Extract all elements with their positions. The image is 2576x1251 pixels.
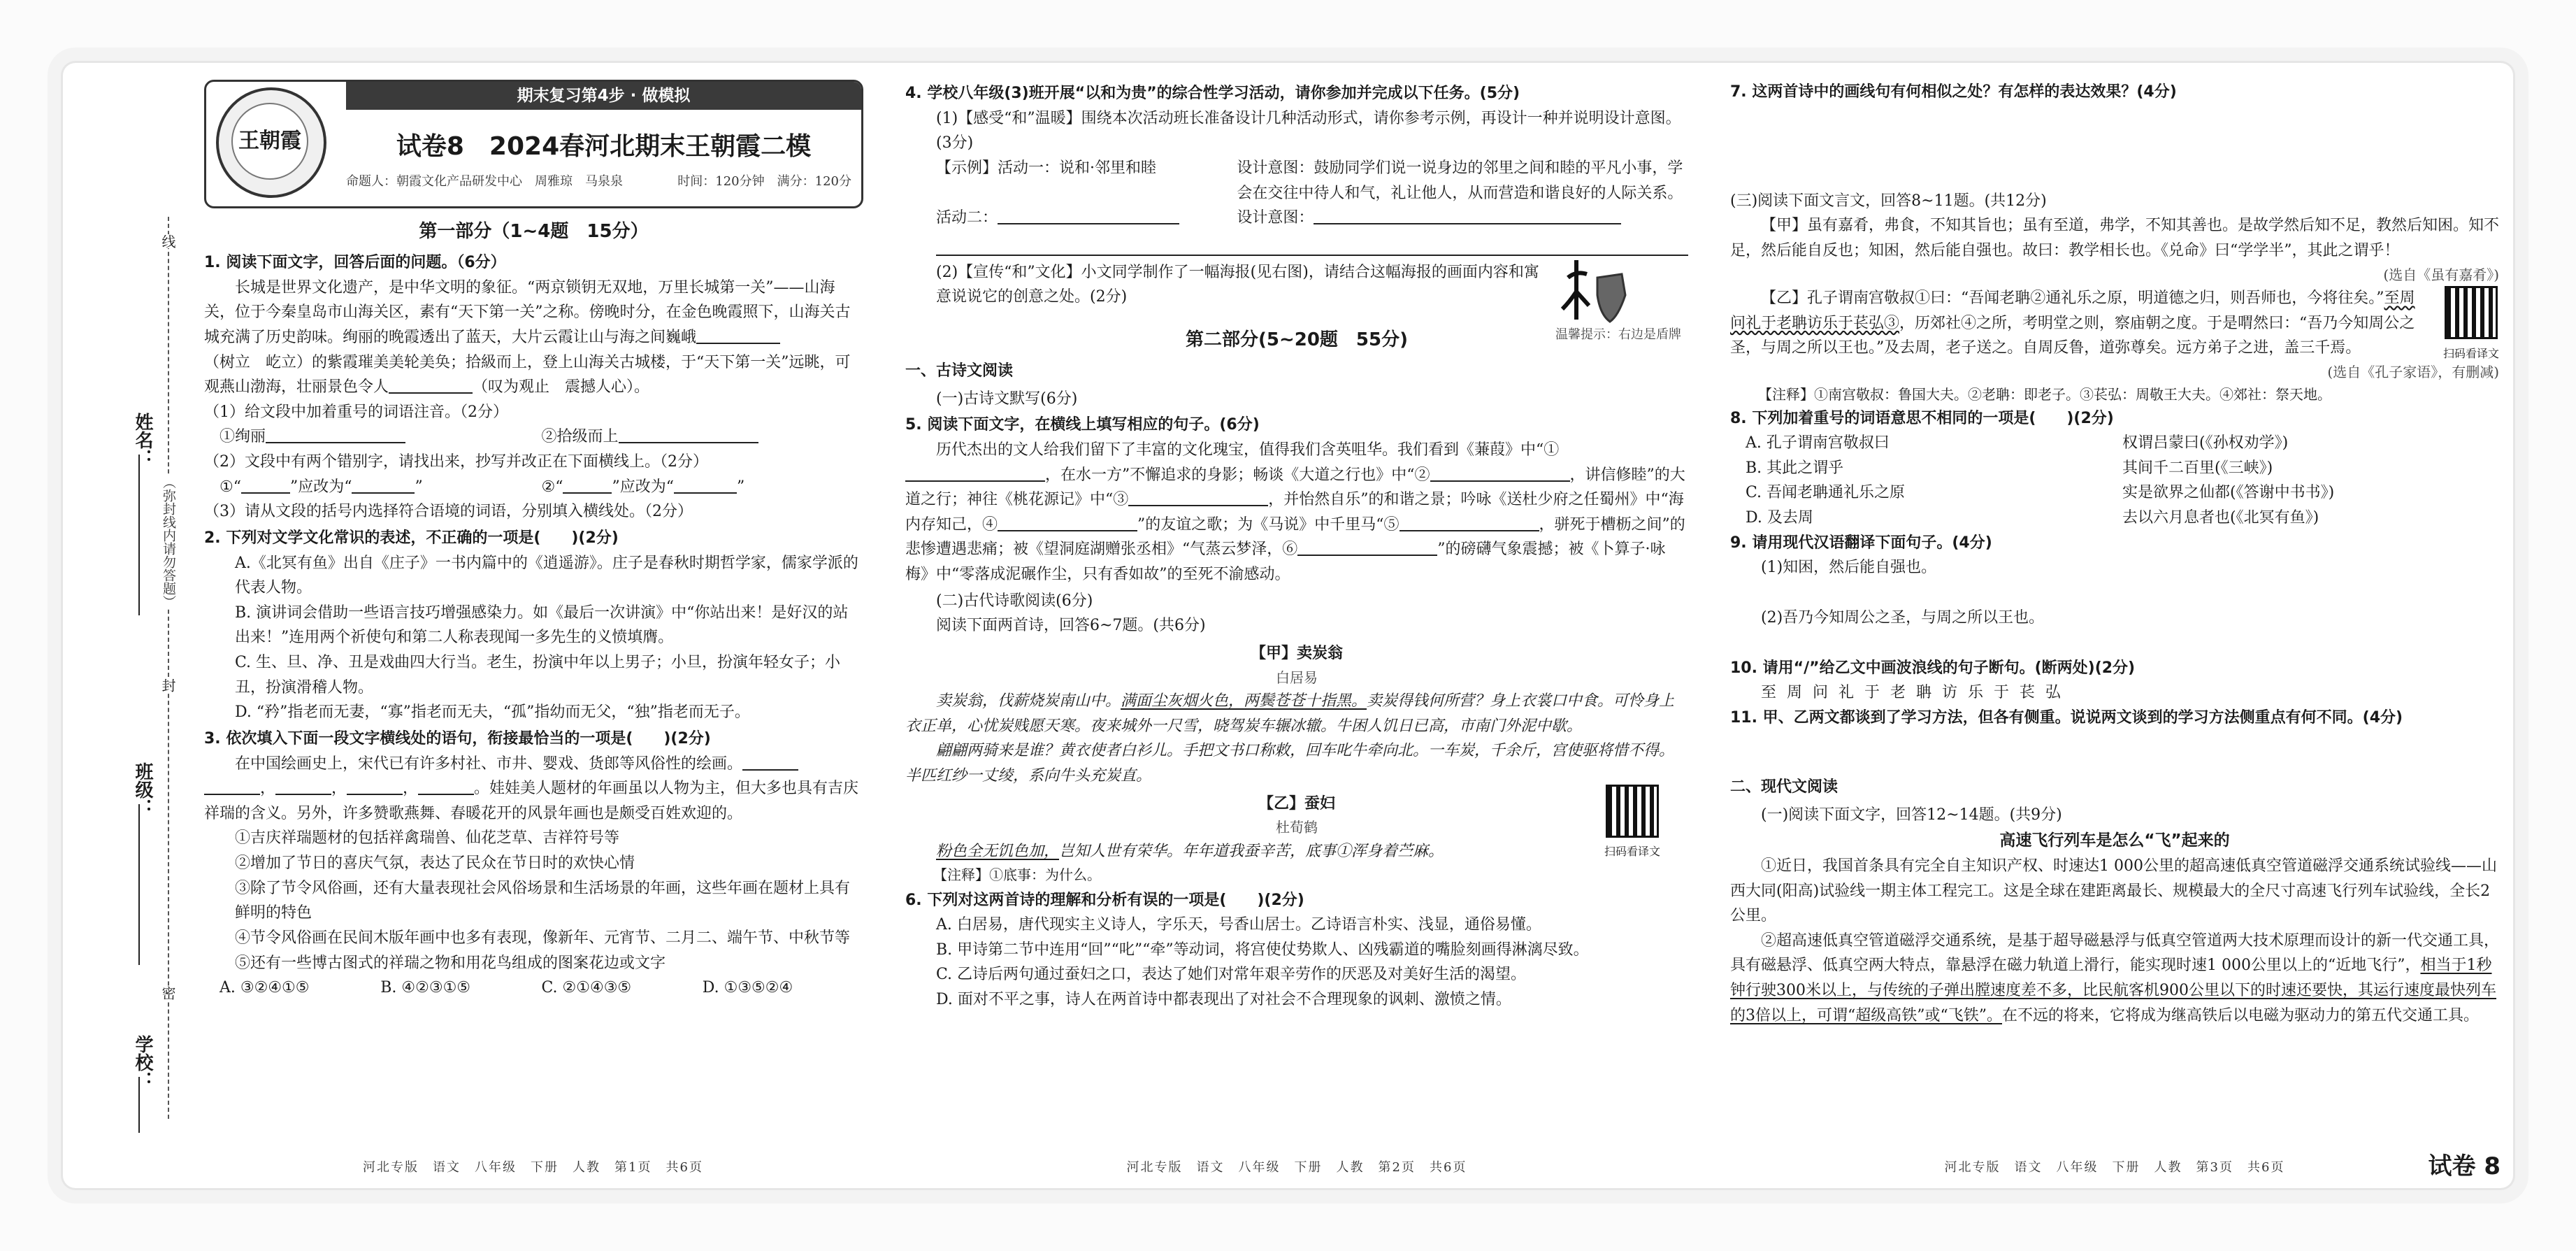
q11-stem: 11. 甲、乙两文都谈到了学习方法，但各有侧重。说说两文谈到的学习方法侧重点有何不同。(4分)	[1730, 708, 2403, 727]
q1-sub-2-items: ①“ ”应改为“ ” ②“ ”应改为“ ”	[220, 478, 745, 496]
page-3	[1716, 63, 2513, 1188]
brand-logo-text: 王朝霞	[231, 103, 308, 180]
q9-answer-1[interactable]	[1730, 580, 2499, 606]
classical-text-yi: 【乙】孔子谓南宫敬叔①曰：“吾闻老聃②通礼乐之原，明道德之归，则吾师也，今将往矣。”	[1761, 289, 2384, 307]
q5-blank-2[interactable]	[1430, 465, 1570, 482]
q3-sentence-5: ⑤还有一些博古图式的祥瑞之物和用花鸟组成的图案花边或文字	[235, 954, 666, 972]
poem-1-line: 卖炭翁，伐薪烧炭南山中。	[936, 692, 1121, 710]
exam-title: 试卷8 2024春河北期末王朝霞二模	[396, 132, 812, 161]
article-title: 高速飞行列车是怎么“飞”起来的	[1999, 831, 2230, 850]
q5-text-4: ，并怡然自乐”的和谐之景；吟咏《送杜少府之任蜀州》中“海内存知己，④	[905, 491, 1684, 534]
q8-option-c-pair: 实是欲界之仙都(《答谢中书书》)	[2122, 484, 2335, 502]
q9-part-1: (1)知困，然后能自强也。	[1761, 559, 1937, 577]
q5-text-1: 历代杰出的文人给我们留下了丰富的文化瑰宝，值得我们含英咀华。我们看到《蒹葭》中“①	[936, 441, 1560, 459]
classical-text-yi: ，历郊社④之所，考明堂之则，察庙朝之度。于是喟然曰：“吾乃今知周公之圣，与周之所以王也。”及去周，老子送之。自周反鲁，道弥尊矣。远方弟子之进，盖三千焉。	[1730, 314, 2415, 357]
article-para-2-underlined: 相当于1秒钟行驶300米以上，与传统的子弹出膛速度差不多，比民航客机900公里以下的时速还要快，其运行速度最快列车的3倍以上，可谓“超级高铁”或“飞铁”。	[1730, 957, 2496, 1024]
trial-number: 试卷 8	[2428, 1152, 2501, 1180]
q1-typo-2-open: ②“	[541, 478, 563, 496]
q3-blank[interactable]	[275, 778, 331, 795]
q5-blank-4[interactable]	[998, 515, 1137, 531]
question-5	[905, 413, 1688, 587]
section-2-title: 二、现代文阅读	[1730, 778, 1839, 796]
q4-example	[905, 156, 1688, 206]
q3-option-b[interactable]: B. ④②③①⑤	[380, 979, 471, 997]
poem-intro: 阅读下面两首诗，回答6~7题。(共6分)	[936, 617, 1206, 635]
he-character-icon	[1562, 260, 1589, 320]
q2-stem: 2. 下列对文学文化常识的表述，不正确的一项是( )(2分)	[204, 529, 619, 547]
classical-text-yi-wrap	[1730, 286, 2499, 361]
page-3-content	[1716, 63, 2513, 1139]
exam-header	[204, 80, 863, 208]
seal-line	[168, 217, 169, 1119]
poem-1	[905, 641, 1688, 789]
q1-pinyin-1[interactable]	[266, 427, 405, 443]
q3-option-a[interactable]: A. ③②④①⑤	[220, 979, 310, 997]
q3-sentence-1: ①吉庆祥瑞题材的包括祥禽瑞兽、仙花芝草、吉祥符号等	[235, 829, 620, 848]
q3-sentence-3: ③除了节令风俗画，还有大量表现社会风俗场景和生活场景的年画，这些年画在题材上具有鲜明的特色	[235, 879, 851, 922]
q8-option-a[interactable]: A. 孔子谓南宫敬叔曰	[1746, 434, 1890, 452]
classical-text-yi-source: (选自《孔子家语》，有删减)	[2327, 363, 2499, 380]
q1-sub-1-items	[204, 424, 863, 450]
poster-image	[1555, 253, 1639, 330]
q1-sub-3: （3）请从文段的括号内选择符合语境的词语，分别填入横线处。（2分）	[204, 503, 693, 521]
q1-sub-1: （1）给文段中加着重号的词语注音。（2分）	[204, 403, 508, 421]
q6-option-c[interactable]: C. 乙诗后两句通过蚕妇之口，表达了她们对常年艰辛劳作的厌恶及对美好生活的渴望。	[936, 966, 1527, 984]
q6-stem: 6. 下列对这两首诗的理解和分析有误的一项是( )(2分)	[905, 891, 1304, 909]
part-2-title: 第二部分(5~20题 55分)	[1185, 329, 1408, 350]
q10-stem: 10. 请用“/”给乙文中画波浪线的句子断句。(断两处)(2分)	[1730, 659, 2136, 677]
page-1-footer: 河北专版 语文 八年级 下册 人教 第1页 共6页	[363, 1160, 703, 1175]
class-field[interactable]	[138, 804, 140, 965]
q1-passage-1: 长城是世界文化遗产，是中华文明的象征。“两京锁钥无双地，万里长城第一关”——山海关，位于今秦皇岛市山海关区，素有“天下第一关”之称。傍晚时分，在金色晚霞照下，山海关古城充满了历史韵味。绚丽的晚霞透出了蓝天，大片云霞让山与海之间巍峨	[204, 278, 851, 346]
q8-option-c[interactable]: C. 吾闻老聃通礼乐之原	[1746, 484, 1906, 502]
qr-label: 扫码看译文	[1604, 845, 1660, 859]
poem-1-line: 可怜身上衣正单，心忧炭贱愿天寒。夜来城外一尺雪，晓驾炭车辗冰辙。牛困人饥日已高，市南门外泥中歇。	[905, 692, 1675, 735]
q1-word-2: ②拾级而上	[541, 428, 619, 446]
q4-intent-label: 设计意图：	[1237, 209, 1314, 227]
q1-fix-1[interactable]	[352, 477, 415, 494]
tear-mark: 封	[157, 678, 178, 692]
q4-stem: 4. 学校八年级(3)班开展“以和为贵”的综合性学习活动，请你参加并完成以下任务。(5分)	[905, 85, 1520, 102]
q1-typo-1-open: ①“	[220, 478, 241, 496]
section-3-title: (三)阅读下面文言文，回答8~11题。(共12分)	[1730, 192, 2047, 210]
q3-sentence-4: ④节令风俗画在民间木版年画中也多有表现，像新年、元宵节、二月二、端午节、中秋节等	[235, 929, 851, 947]
question-6	[905, 888, 1688, 1013]
q3-options	[204, 975, 863, 1001]
page-3-footer: 河北专版 语文 八年级 下册 人教 第3页 共6页	[1944, 1160, 2285, 1175]
q3-blank[interactable]	[418, 778, 474, 795]
school-label: 学校：	[132, 1035, 153, 1089]
q1-word-1: ①绚丽	[220, 428, 266, 446]
q2-option-c[interactable]: C. 生、旦、净、丑是戏曲四大行当。老生，扮演中年以上男子；小旦，扮演年轻女子；小丑，扮演滑稽人物。	[235, 654, 841, 696]
q11-answer-area[interactable]	[1730, 730, 2499, 772]
authors: 命题人：朝霞文化产品研发中心 周雅琼 马泉泉	[346, 174, 623, 189]
q3-option-c[interactable]: C. ②①④③⑤	[541, 979, 632, 997]
qr-icon	[1606, 785, 1659, 838]
q1-fix-2[interactable]	[674, 477, 737, 494]
brand-logo	[216, 87, 326, 198]
q5-blank-1[interactable]	[905, 465, 1045, 482]
q1-pinyin-2[interactable]	[619, 427, 758, 443]
poem-2	[905, 792, 1688, 887]
q7-stem: 7. 这两首诗中的画线句有何相似之处？有怎样的表达效果？(4分)	[1730, 83, 2177, 101]
q1-blank-2[interactable]	[389, 377, 473, 394]
q2-option-a[interactable]: A.《北冥有鱼》出自《庄子》一书内篇中的《逍遥游》。庄子是春秋时期哲学家，儒家学派的代表人物。	[235, 554, 858, 597]
poem-1-author: 白居易	[1276, 669, 1318, 686]
q4-intent-field[interactable]	[1314, 208, 1621, 224]
q1-typo-2-mid: ”应改为“	[612, 478, 674, 496]
page-1	[63, 63, 877, 1188]
name-field[interactable]	[138, 455, 140, 615]
q5-text-5: ”的友谊之歌；为《马说》中千里马“⑤	[1137, 515, 1399, 534]
q6-option-a[interactable]: A. 白居易，唐代现实主义诗人，字乐天，号香山居士。乙诗语言朴实、浅显，通俗易懂。	[936, 916, 1541, 934]
q8-option-b[interactable]: B. 其此之谓乎	[1746, 459, 1844, 477]
article-para-2: 在不远的将来，它将成为继高铁后以电磁为驱动力的第五代交通工具。	[2002, 1006, 2480, 1024]
q1-passage-2b: （叹为观止 震撼人心）。	[473, 378, 650, 396]
q3-passage-1: 在中国绘画史上，宋代已有许多村社、市井、婴戏、货郎等风俗性的绘画。	[235, 755, 743, 773]
page-2	[891, 63, 1702, 1188]
classical-text-yi-wavy: 至周问礼于老聃访乐于苌弘③	[1730, 289, 2415, 332]
poem-1-underlined: 满面尘灰烟火色，两鬓苍苍十指黑。	[1121, 692, 1367, 710]
page-2-content	[891, 63, 1702, 1139]
poem-2-title: 【乙】蚕妇	[1258, 794, 1335, 813]
q4-activity-label: 活动二：	[936, 209, 998, 227]
qr-label: 扫码看译文	[2442, 346, 2499, 360]
q4-example-intent: 设计意图：鼓励同学们说一说身边的邻里之间和睦的平凡小事，学会在交往中待人和气，礼让他人，从而营造和谐良好的人际关系。	[1237, 159, 1683, 202]
question-3: 3. 依次填入下面一段文字横线处的语句，衔接最恰当的一项是( )(2分) 在中国绘画史上，宋代已有许多村社、市井、婴戏、货郎等风俗性的绘画。 ， ， ， 。娃娃美人题材的年画虽以人物为主，但大多也具有吉庆祥瑞的含义。另外，许多赞歌燕舞、春暖花开的风景年画也是颇受百姓欢迎的。 ①吉庆祥瑞题材的包括祥禽瑞兽、仙花芝草、吉祥符号等 ②增加了节日的喜庆气氛，表达了民众在节日时的欢快心情 ③除了节令风俗画，还有大量表现社会风俗场景和生活场景的年画，这些年画在题材上具有鲜明的特色 ④节令风俗画在民间木版年画中也多有表现，像新年、元宵节、二月二、端午节、中秋节等 ⑤还有一些博古图式的祥瑞之物和用花鸟组成的图案花边或文字 A. ③②④①⑤ B. ④②③①⑤ C. ②①④③⑤ D. ①③⑤②④	[204, 727, 863, 1001]
q8-option-b-pair: 其间千二百里(《三峡》)	[2122, 459, 2273, 477]
part-1-title: 第一部分（1~4题 15分）	[419, 221, 649, 242]
classical-text-jia-source: (选自《虽有嘉肴》)	[2383, 266, 2499, 283]
exam-info	[346, 171, 851, 192]
binding-sidebar	[63, 63, 196, 1140]
q5-text-3: ，讲信修睦”的大道之行；神往《桃花源记》中“③	[905, 466, 1685, 509]
q4-sub-1: (1)【感受“和”温暖】围绕本次活动班长准备设计几种活动形式，请你参考示例，再设计一种并说明设计意图。(3分)	[936, 109, 1681, 152]
q2-option-b[interactable]: B. 演讲词会借助一些语言技巧增强感染力。如《最后一次讲演》中“你站出来！是好汉的站出来！”连用两个祈使句和第二人称表现闻一多先生的义愤填膺。	[235, 603, 849, 647]
q5-blank-5[interactable]	[1399, 515, 1539, 531]
question-2	[204, 526, 863, 725]
poem-1-stanza-2: 翩翩两骑来是谁？黄衣使者白衫儿。手把文书口称敕，回车叱牛牵向北。一车炭，千余斤，宫使驱将惜不得。半匹红纱一丈绫，系向牛头充炭直。	[905, 742, 1675, 785]
q9-part-2: (2)吾乃今知周公之圣，与周之所以王也。	[1761, 608, 2045, 627]
q8-option-a-pair: 权谓吕蒙曰(《孙权劝学》)	[2122, 434, 2289, 452]
q3-blank[interactable]	[742, 754, 798, 771]
q1-stem: 1. 阅读下面文字，回答后面的问题。（6分）	[204, 254, 506, 272]
q5-text-6: ，骈死于槽枥之间”的悲惨遭遇悲痛；被《望洞庭湖赠张丞相》“气蒸云梦泽，⑥	[905, 515, 1685, 559]
q4-example-activity: 【示例】活动一：说和·邻里和睦	[936, 159, 1156, 177]
review-strip: 期末复习第4步 · 做模拟	[346, 82, 861, 110]
q9-stem: 9. 请用现代汉语翻译下面句子。(4分)	[1730, 534, 1992, 552]
article-para-1: ①近日，我国首条具有完全自主知识产权、时速达1 000公里的超高速低真空管道磁浮交通系统试验线——山西大同(阳高)试验线一期主体工程完工。这是全球在建距离最长、规模最大的全尺寸高速飞行列车试验线，全长2公里。	[1730, 857, 2497, 925]
q6-option-d[interactable]: D. 面对不平之事，诗人在两首诗中都表现出了对社会不合理现象的讽刺、激愤之情。	[936, 991, 1511, 1009]
section-1b-title: (二)古代诗歌阅读(6分)	[936, 592, 1093, 610]
poem-2-note: 【注释】①底事：为什么。	[933, 866, 1101, 884]
q1-passage-2: （树立 屹立）的紫霞璀美美轮美奂；拾級而上，登上山海关古城楼，于“天下第一关”远眺，可观燕山渤海，壮丽景色令人	[204, 353, 851, 396]
tear-mark: 线	[157, 234, 178, 248]
q3-option-d[interactable]: D. ①③⑤②④	[702, 979, 793, 997]
q4-answer-line[interactable]	[936, 231, 1688, 256]
qr-code[interactable]	[1604, 785, 1660, 862]
article-para-2: ②超高速低真空管道磁浮交通系统，是基于超导磁悬浮与低真空管道两大技术原理而设计的新一代交通工具，具有磁悬浮、低真空两大特点，靠悬浮在磁力轨道上滑行，能实现时速1 000公里以上的“近地飞行”，	[1730, 931, 2500, 975]
q3-blank[interactable]	[347, 778, 403, 795]
q1-typo-1-mid: ”应改为“	[289, 478, 352, 496]
q3-passage-2: 。娃娃美人题材的年画虽以人物为主，但大多也具有吉庆祥瑞的含义。另外，许多赞歌燕舞、春暖花开的风景年画也是颇受百姓欢迎的。	[204, 780, 859, 822]
q5-blank-3[interactable]	[1128, 489, 1268, 506]
name-label: 姓名：	[132, 413, 153, 467]
q10-sentence[interactable]: 至 周 问 礼 于 老 聃 访 乐 于 苌 弘	[1761, 684, 2064, 702]
q5-text-2: ，在水一方”不懈追求的身影；畅谈《大道之行也》中“②	[1045, 466, 1430, 484]
seal-note: （弥封线内请勿答题）	[157, 476, 178, 608]
section-1-title: 一、古诗文阅读	[905, 362, 1014, 380]
class-label: 班级：	[132, 762, 153, 817]
q5-stem: 5. 阅读下面文字，在横线上填写相应的句子。(6分)	[905, 416, 1260, 434]
exam-sheet	[63, 63, 2513, 1188]
q4-answer-row	[905, 206, 1688, 231]
section-1a-title: (一)古诗文默写(6分)	[936, 389, 1078, 408]
q1-typo-1[interactable]	[241, 477, 290, 494]
q1-sub-2: （2）文段中有两个错别字，请找出来，抄写并改正在下面横线上。（2分）	[204, 453, 708, 471]
qr-icon	[2445, 286, 2498, 339]
q7-answer-area[interactable]	[1730, 105, 2499, 189]
section-2a-title: (一)阅读下面文字，回答12~14题。(共9分)	[1761, 806, 2062, 824]
classical-note: 【注释】①南宫敬叔：鲁国大夫。②老聃：即老子。③苌弘：周敬王大夫。④郊社：祭天地。	[1758, 386, 2331, 403]
classical-text-jia: 【甲】虽有嘉肴，弗食，不知其旨也；虽有至道，弗学，不知其善也。是故学然后知不足，教然后知困。知不足，然后能自反也；知困，然后能自强也。故曰：教学相长也。《兑命》曰“学学半”，其此之谓乎！	[1730, 217, 2500, 259]
time-score: 时间：120分钟 满分：120分	[677, 174, 851, 189]
q9-answer-2[interactable]	[1730, 631, 2499, 656]
page-2-footer: 河北专版 语文 八年级 下册 人教 第2页 共6页	[1126, 1160, 1467, 1175]
poem-1-title: 【甲】卖炭翁	[1250, 644, 1343, 662]
q6-option-b[interactable]: B. 甲诗第二节中连用“回”“叱”“牵”等动词，将宫使仗势欺人、凶残霸道的嘴脸刻画得淋漓尽致。	[936, 941, 1589, 959]
school-field[interactable]	[138, 1077, 140, 1133]
question-1	[204, 250, 863, 524]
poem-2-line: 岂知人世有荣华。年年道我蚕辛苦，底事①浑身着苎麻。	[1059, 842, 1444, 860]
q5-text-7: ”的磅礴气象震撼；被《卜算子·咏梅》中“零落成泥碾作尘，只有香如故”的至死不渝感动。	[905, 541, 1666, 584]
q2-option-d[interactable]: D. “矜”指老而无妻，“寡”指老而无夫，“孤”指幼而无父，“独”指老而无子。	[235, 703, 750, 722]
q8-option-d[interactable]: D. 及去周	[1746, 509, 1813, 527]
poem-1-line: 卖炭得钱何所营？身上衣裳口中食。	[1367, 692, 1613, 710]
q3-blank[interactable]	[204, 778, 260, 795]
qr-code[interactable]	[2443, 286, 2499, 363]
shield-icon	[1597, 274, 1625, 322]
q3-stem: 3. 依次填入下面一段文字横线处的语句，衔接最恰当的一项是( )(2分)	[204, 729, 711, 748]
q5-blank-6[interactable]	[1297, 539, 1437, 556]
page-1-content	[189, 63, 877, 1139]
q3-sentence-2: ②增加了节日的喜庆气氛，表达了民众在节日时的欢快心情	[235, 855, 635, 873]
q8-stem: 8. 下列加着重号的词语意思不相同的一项是( )(2分)	[1730, 409, 2114, 427]
q4-sub-2: (2)【宣传“和”文化】小文同学制作了一幅海报(见右图)，请结合这幅海报的画面内容和寓意说说它的创意之处。(2分)	[936, 263, 1539, 306]
q8-options	[1730, 431, 2499, 531]
q1-typo-2[interactable]	[563, 477, 612, 494]
q8-option-d-pair: 去以六月息者也(《北冥有鱼》)	[2122, 509, 2319, 527]
poem-2-underlined: 粉色全无饥色加，	[936, 842, 1060, 860]
tear-mark: 密	[157, 986, 178, 1000]
q4-activity-field[interactable]	[998, 208, 1179, 224]
poem-2-author: 杜荀鹤	[1276, 819, 1318, 836]
q1-blank-1[interactable]	[696, 327, 780, 344]
poster-hint: 温馨提示：右边是盾牌	[1555, 327, 1681, 342]
